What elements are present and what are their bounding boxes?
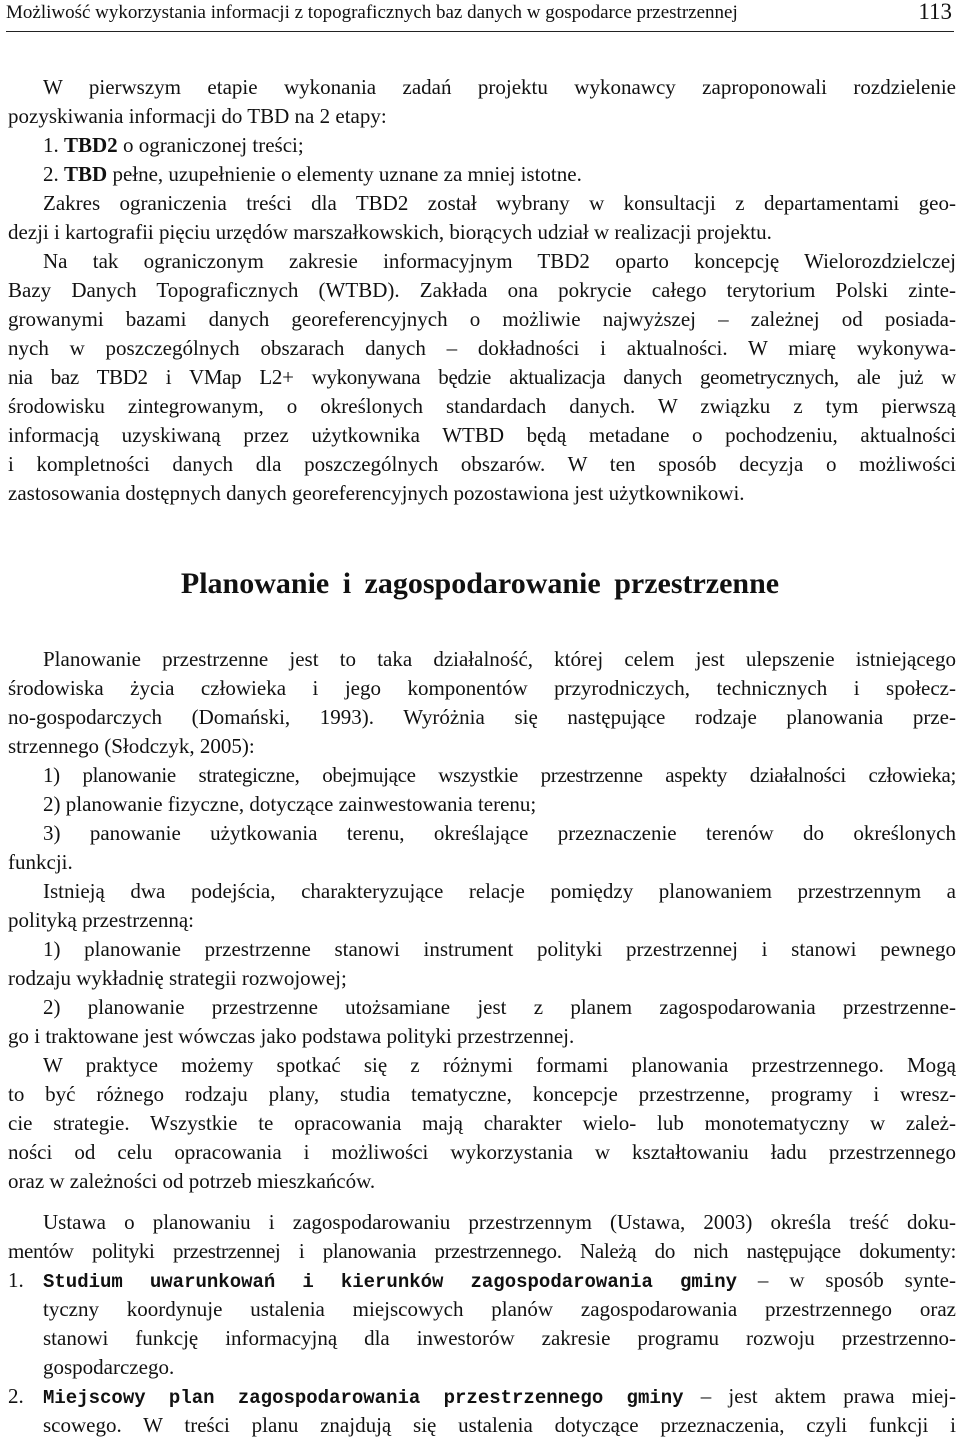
approach-item: rodzaju wykładnię strategii rozwojowej; — [8, 966, 347, 990]
body-line: nia baz TBD2 i VMap L2+ wykonywana będzie aktualizacja danych geometrycznych, ale już w — [8, 365, 956, 389]
body-line: cie strategie. Wszystkie te opracowania mają charakter wielo- lub monotematyczny w zależ- — [8, 1111, 956, 1135]
stage-number: 1. — [43, 133, 59, 157]
document-item — [43, 1382, 956, 1411]
stage-number: 2. — [43, 162, 59, 186]
stage-name: TBD — [64, 162, 108, 186]
body-line: W praktyce możemy spotkać się z różnymi formami planowania przestrzennego. Mogą — [43, 1053, 956, 1077]
page-number: 113 — [918, 0, 952, 24]
body-line: Zakres ograniczenia treści dla TBD2 został wybrany w konsultacji z departamentami geo- — [43, 191, 956, 215]
approach-item: 2) planowanie przestrzenne utożsamiane jest z planem zagospodarowania przestrzenne- — [43, 995, 956, 1019]
document-line: gospodarczego. — [43, 1355, 175, 1379]
running-title: Możliwość wykorzystania informacji z topograficznych baz danych w gospodarce przestrzennej — [6, 2, 738, 23]
stage-text: pełne, uzupełnienie o elementy uznane za mniej istotne. — [107, 162, 582, 186]
body-line: środowiska życia człowieka i jego komponentów przyrodniczych, technicznych i społecz- — [8, 676, 956, 700]
header-rule — [6, 31, 954, 32]
document-name: Studium uwarunkowań i kierunków zagospodarowania gminy — [43, 1271, 738, 1293]
body-line: mentów polityki przestrzennej i planowania przestrzennego. Należą do nich następujące dokumenty: — [8, 1239, 956, 1263]
body-line: Na tak ograniczonym zakresie informacyjnym TBD2 oparto koncepcję Wielorozdzielczej — [43, 249, 956, 273]
body-line: growanymi bazami danych georeferencyjnych o możliwie najwyższej – zależnej od posiada- — [8, 307, 956, 331]
body-line: ności od celu opracowania i możliwości wykorzystania w kształtowaniu ładu przestrzennego — [8, 1140, 956, 1164]
body-line: no-gospodarczych (Domański, 1993). Wyróżnia się następujące rodzaje planowania prze- — [8, 705, 956, 729]
body-line: polityką przestrzenną: — [8, 908, 195, 932]
document-line: tyczny koordynuje ustalenia miejscowych planów zagospodarowania przestrzennego oraz — [43, 1297, 956, 1321]
body-line: i kompletności danych dla poszczególnych obszarów. W ten sposób decyzja o możliwości — [8, 452, 956, 476]
body-line: środowisku zintegrowanym, o określonych standardach danych. W związku z tym pierwszą — [8, 394, 956, 418]
stage-item — [43, 160, 956, 189]
document-number: 2. — [8, 1384, 24, 1408]
body-line: W pierwszym etapie wykonania zadań projektu wykonawcy zaproponowali rozdzielenie — [43, 75, 956, 99]
running-header — [6, 0, 910, 26]
stage-item — [43, 131, 956, 160]
document-line: stanowi funkcję informacyjną dla inwestorów zakresie programu rozwoju przestrzenno- — [43, 1326, 956, 1350]
planning-type-item: 2) planowanie fizyczne, dotyczące zainwestowania terenu; — [43, 792, 537, 816]
body-line: zastosowania dostępnych danych georeferencyjnych pozostawiona jest użytkownikowi. — [8, 481, 745, 505]
document-line: scowego. W treści planu znajdują się ustalenia dotyczące przeznaczenia, czyli funkcji i — [43, 1413, 956, 1437]
body-line: to być różnego rodzaju plany, studia tematyczne, koncepcje przestrzenne, programy i wresz- — [8, 1082, 956, 1106]
stage-name: TBD2 — [64, 133, 118, 157]
planning-type-item: 3) panowanie użytkowania terenu, określające przeznaczenie terenów do określonych — [43, 821, 956, 845]
body-line: Bazy Danych Topograficznych (WTBD). Zakłada ona pokrycie całego terytorium Polski zinte- — [8, 278, 956, 302]
body-line: dezji i kartografii pięciu urzędów marszałkowskich, biorących udział w realizacji projektu. — [8, 220, 772, 244]
document-text: – jest aktem prawa miej- — [683, 1384, 956, 1408]
document-text: – w sposób synte- — [737, 1268, 956, 1292]
body-line: pozyskiwania informacji do TBD na 2 etapy: — [8, 104, 387, 128]
section-heading: Planowanie i zagospodarowanie przestrzenne — [180, 567, 780, 600]
approach-item: go i traktowane jest wówczas jako podstawa polityki przestrzennej. — [8, 1024, 575, 1048]
body-line: nych w poszczególnych obszarach danych – dokładności i aktualności. W miarę wykonywa- — [8, 336, 956, 360]
body-line: informacją uzyskiwaną przez użytkownika WTBD będą metadane o pochodzeniu, aktualności — [8, 423, 956, 447]
body-line: strzennego (Słodczyk, 2005): — [8, 734, 255, 758]
stage-text: o ograniczonej treści; — [117, 133, 304, 157]
planning-type-item: funkcji. — [8, 850, 73, 874]
document-item — [43, 1266, 956, 1295]
planning-type-item: 1) planowanie strategiczne, obejmujące wszystkie przestrzenne aspekty działalności człowieka; — [43, 763, 956, 787]
body-line: Ustawa o planowaniu i zagospodarowaniu przestrzennym (Ustawa, 2003) określa treść doku- — [43, 1210, 956, 1234]
body-line: oraz w zależności od potrzeb mieszkańców. — [8, 1169, 376, 1193]
document-number: 1. — [8, 1268, 24, 1292]
approach-item: 1) planowanie przestrzenne stanowi instrument polityki przestrzennej i stanowi pewnego — [43, 937, 956, 961]
document-name: Miejscowy plan zagospodarowania przestrzennego gminy — [43, 1387, 684, 1409]
body-line: Istnieją dwa podejścia, charakteryzujące relacje pomiędzy planowaniem przestrzennym a — [43, 879, 956, 903]
body-line: Planowanie przestrzenne jest to taka działalność, której celem jest ulepszenie istniejącego — [43, 647, 956, 671]
